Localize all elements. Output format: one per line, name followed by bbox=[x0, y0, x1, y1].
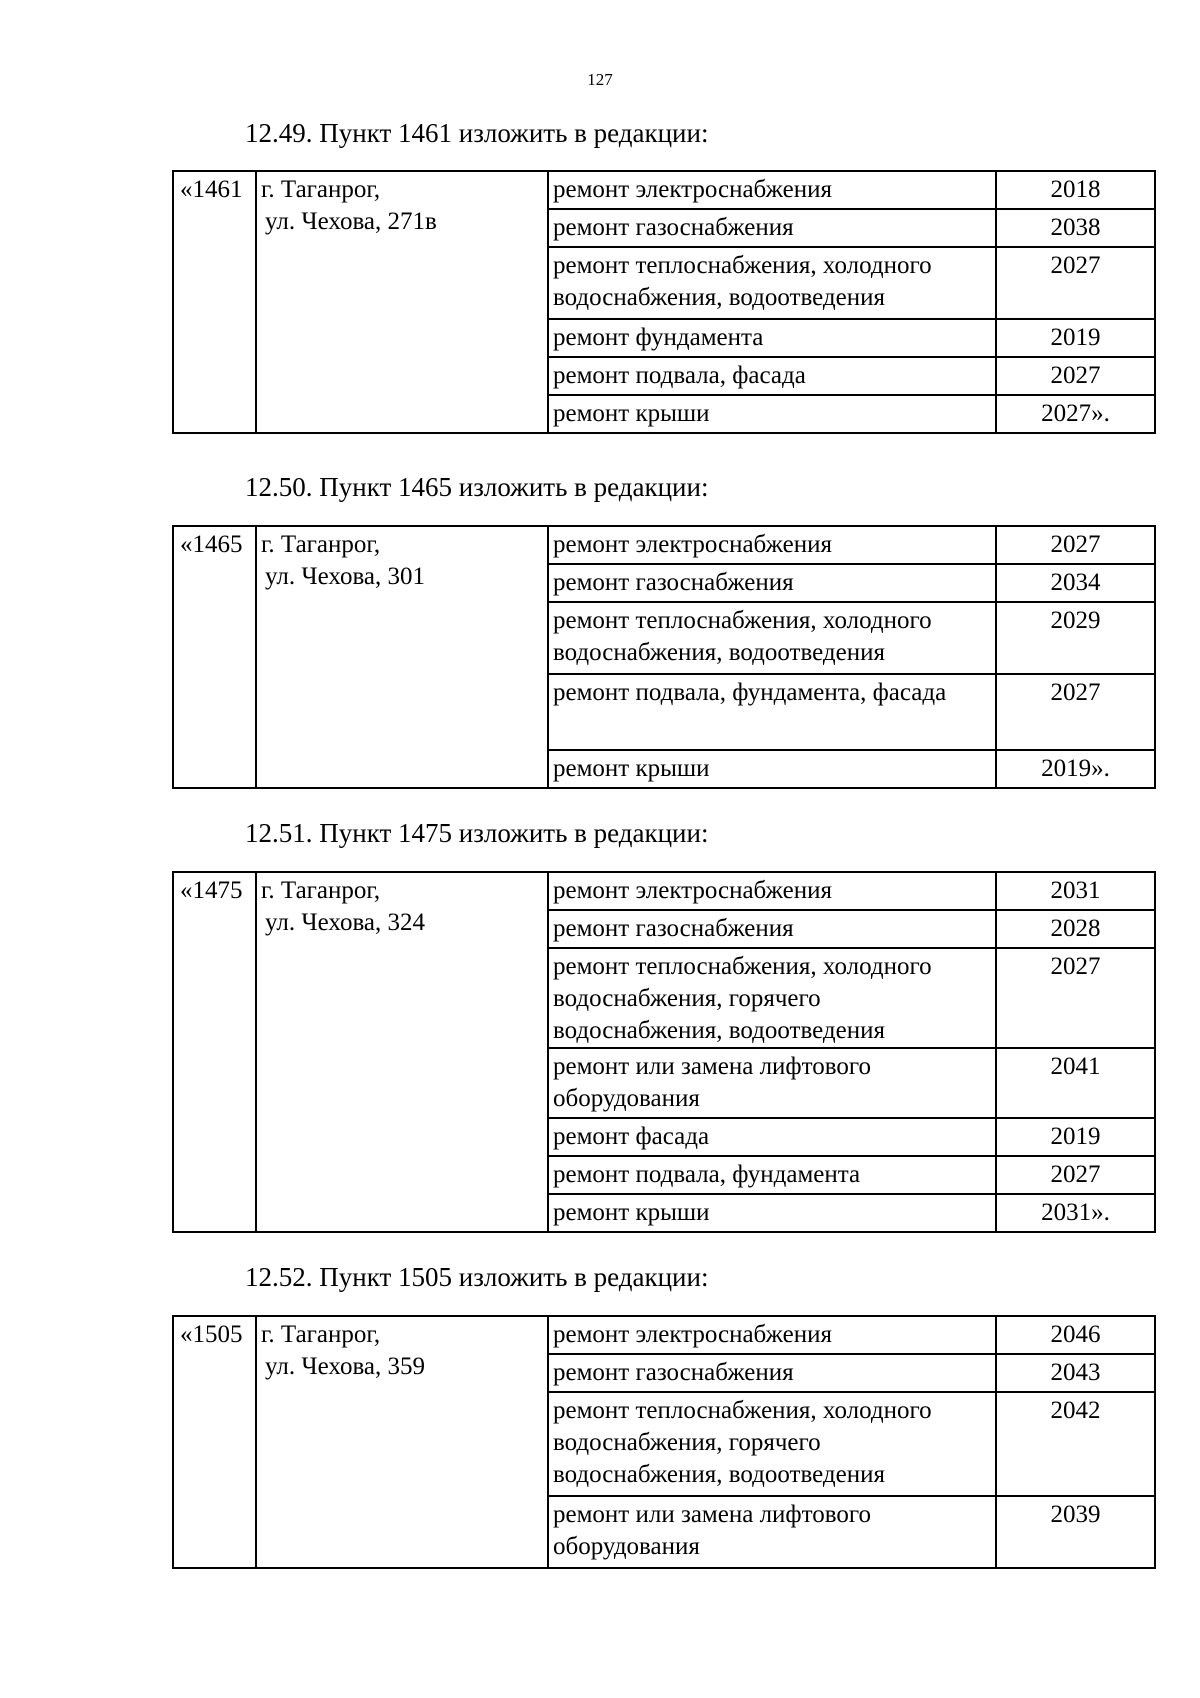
work-year: 2034 bbox=[996, 564, 1155, 602]
work-year: 2028 bbox=[996, 910, 1155, 948]
work-year: 2019 bbox=[996, 319, 1155, 357]
address-city: г. Таганрог, bbox=[261, 531, 381, 558]
work-year: 2019 bbox=[996, 1118, 1155, 1156]
address-city: г. Таганрог, bbox=[261, 176, 381, 203]
work-year: 2029 bbox=[996, 602, 1155, 674]
address-street: ул. Чехова, 301 bbox=[265, 563, 426, 590]
work-type: ремонт газоснабжения bbox=[548, 564, 996, 602]
address-street: ул. Чехова, 271в bbox=[265, 208, 437, 235]
work-year: 2038 bbox=[996, 209, 1155, 247]
work-year: 2042 bbox=[996, 1392, 1155, 1496]
address-city: г. Таганрог, bbox=[261, 877, 381, 904]
item-number: «1465 bbox=[173, 526, 256, 788]
address bbox=[256, 872, 548, 1232]
section-heading: 12.51. Пункт 1475 изложить в редакции: bbox=[245, 818, 709, 848]
amendment-table bbox=[172, 525, 1156, 789]
work-type: ремонт крыши bbox=[548, 395, 996, 433]
section-heading: 12.50. Пункт 1465 изложить в редакции: bbox=[245, 472, 709, 502]
work-year: 2027 bbox=[996, 247, 1155, 319]
section-heading: 12.49. Пункт 1461 изложить в редакции: bbox=[245, 118, 709, 148]
section-heading: 12.52. Пункт 1505 изложить в редакции: bbox=[245, 1262, 709, 1292]
amendment-table bbox=[172, 170, 1156, 434]
work-type: ремонт крыши bbox=[548, 750, 996, 788]
page-number: 127 bbox=[587, 70, 613, 89]
work-type: ремонт электроснабжения bbox=[548, 1316, 996, 1354]
work-type: ремонт теплоснабжения, холодного водоснабжения, горячего водоснабжения, водоотведения bbox=[548, 948, 996, 1048]
work-year: 2027 bbox=[996, 948, 1155, 1048]
amendment-table bbox=[172, 1315, 1156, 1569]
work-type: ремонт газоснабжения bbox=[548, 209, 996, 247]
work-year: 2027 bbox=[996, 526, 1155, 564]
work-type: ремонт или замена лифтового оборудования bbox=[548, 1496, 996, 1568]
address-city: г. Таганрог, bbox=[261, 1321, 381, 1348]
work-year: 2043 bbox=[996, 1354, 1155, 1392]
item-number: «1475 bbox=[173, 872, 256, 1232]
item-number: «1461 bbox=[173, 171, 256, 433]
work-type: ремонт электроснабжения bbox=[548, 526, 996, 564]
work-year: 2027 bbox=[996, 1156, 1155, 1194]
work-year: 2018 bbox=[996, 171, 1155, 209]
work-type: ремонт подвала, фундамента, фасада bbox=[548, 674, 996, 750]
item-number: «1505 bbox=[173, 1316, 256, 1568]
address bbox=[256, 1316, 548, 1568]
work-type: ремонт фасада bbox=[548, 1118, 996, 1156]
work-year: 2041 bbox=[996, 1048, 1155, 1118]
work-year: 2019». bbox=[996, 750, 1155, 788]
work-year: 2031 bbox=[996, 872, 1155, 910]
work-type: ремонт подвала, фундамента bbox=[548, 1156, 996, 1194]
work-type: ремонт теплоснабжения, холодного водоснабжения, водоотведения bbox=[548, 247, 996, 319]
work-type: ремонт фундамента bbox=[548, 319, 996, 357]
address bbox=[256, 171, 548, 433]
work-type: ремонт подвала, фасада bbox=[548, 357, 996, 395]
work-year: 2027 bbox=[996, 674, 1155, 750]
work-type: ремонт газоснабжения bbox=[548, 910, 996, 948]
address-street: ул. Чехова, 324 bbox=[265, 909, 426, 936]
work-type: ремонт электроснабжения bbox=[548, 171, 996, 209]
work-year: 2027 bbox=[996, 357, 1155, 395]
work-year: 2027». bbox=[996, 395, 1155, 433]
work-year: 2039 bbox=[996, 1496, 1155, 1568]
work-type: ремонт крыши bbox=[548, 1194, 996, 1232]
work-type: ремонт теплоснабжения, холодного водоснабжения, водоотведения bbox=[548, 602, 996, 674]
amendment-table bbox=[172, 871, 1156, 1233]
work-type: ремонт газоснабжения bbox=[548, 1354, 996, 1392]
work-year: 2031». bbox=[996, 1194, 1155, 1232]
work-type: ремонт теплоснабжения, холодного водоснабжения, горячего водоснабжения, водоотведения bbox=[548, 1392, 996, 1496]
address-street: ул. Чехова, 359 bbox=[265, 1353, 426, 1380]
work-year: 2046 bbox=[996, 1316, 1155, 1354]
work-type: ремонт или замена лифтового оборудования bbox=[548, 1048, 996, 1118]
work-type: ремонт электроснабжения bbox=[548, 872, 996, 910]
address bbox=[256, 526, 548, 788]
